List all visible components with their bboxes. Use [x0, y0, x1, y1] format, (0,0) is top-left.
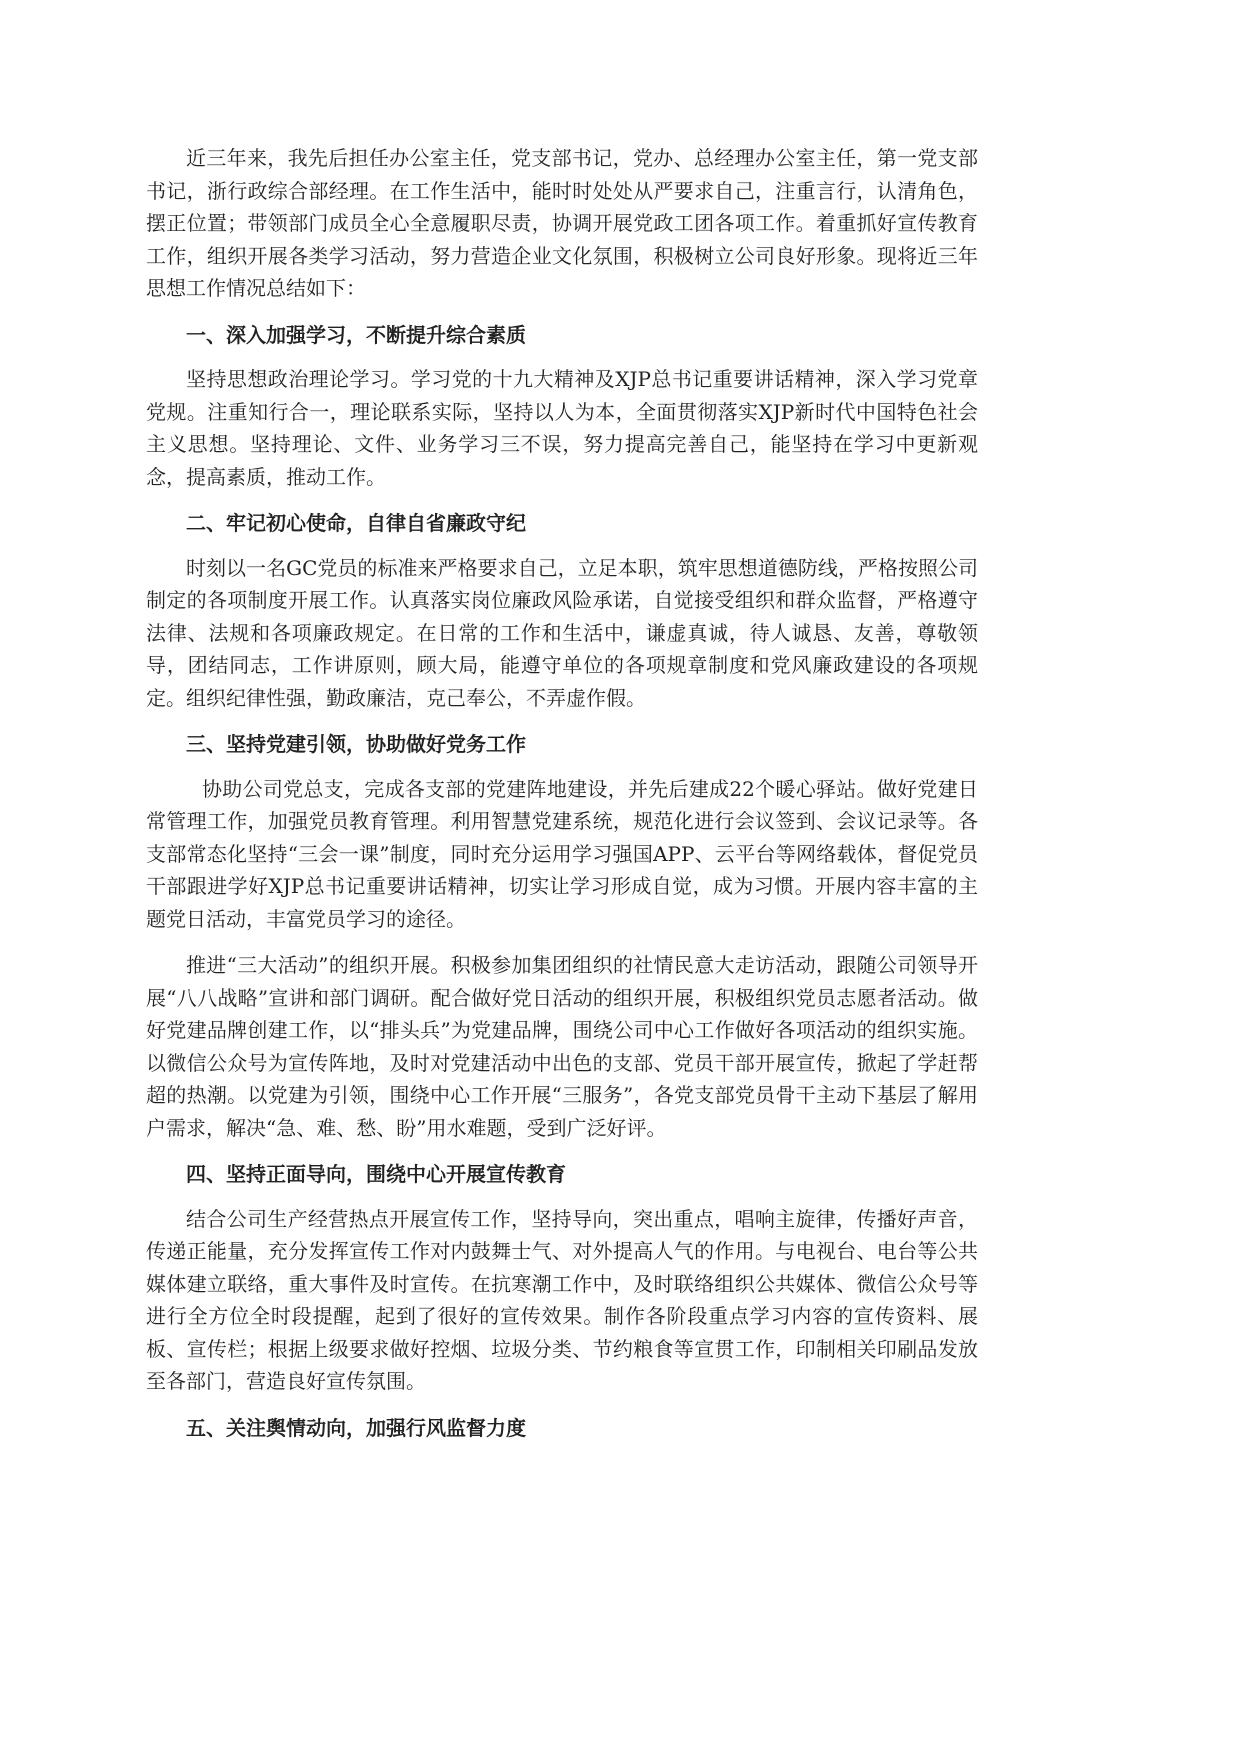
section-4-paragraph-1: 结合公司生产经营热点开展宣传工作，坚持导向，突出重点，唱响主旋律，传播好声音，传递正能量，充分发挥宣传工作对内鼓舞士气、对外提高人气的作用。与电视台、电台等公共媒体建立联络，重大事件及时宣传。在抗寒潮工作中，及时联络组织公共媒体、微信公众号等进行全方位全时段提醒，起到了很好的宣传效果。制作各阶段重点学习内容的宣传资料、展板、宣传栏；根据上级要求做好控烟、垃圾分类、节约粮食等宣贯工作，印制相关印刷品发放至各部门，营造良好宣传氛围。	[146, 1206, 978, 1393]
section-5-heading: 五、关注舆情动向，加强行风监督力度	[186, 1415, 526, 1440]
intro-paragraph: 近三年来，我先后担任办公室主任，党支部书记，党办、总经理办公室主任，第一党支部书记，浙行政综合部经理。在工作生活中，能时时处处从严要求自己，注重言行，认清角色，摆正位置；带领部门成员全心全意履职尽责，协调开展党政工团各项工作。着重抓好宣传教育工作，组织开展各类学习活动，努力营造企业文化氛围，积极树立公司良好形象。现将近三年思想工作情况总结如下：	[146, 146, 978, 300]
section-3-paragraph-1: 协助公司党总支，完成各支部的党建阵地建设，并先后建成22个暖心驿站。做好党建日常管理工作，加强党员教育管理。利用智慧党建系统，规范化进行会议签到、会议记录等。各支部常态化坚持“三会一课”制度，同时充分运用学习强国APP、云平台等网络载体，督促党员干部跟进学好XJP总书记重要讲话精神，切实让学习形成自觉，成为习惯。开展内容丰富的主题党日活动，丰富党员学习的途径。	[146, 776, 978, 931]
section-2-heading: 二、牢记初心使命，自律自省廉政守纪	[186, 511, 526, 535]
section-1-heading: 一、深入加强学习，不断提升综合素质	[186, 322, 526, 347]
document-page	[146, 142, 978, 1444]
section-1-paragraph-1: 坚持思想政治理论学习。学习党的十九大精神及XJP总书记重要讲话精神，深入学习党章党规。注重知行合一，理论联系实际，坚持以人为本，全面贯彻落实XJP新时代中国特色社会主义思想。坚持理论、文件、业务学习三不误，努力提高完善自己，能坚持在学习中更新观念，提高素质，推动工作。	[146, 367, 978, 489]
section-3-paragraph-2: 推进“三大活动”的组织开展。积极参加集团组织的社情民意大走访活动，跟随公司领导开展“八八战略”宣讲和部门调研。配合做好党日活动的组织开展，积极组织党员志愿者活动。做好党建品牌创建工作，以“排头兵”为党建品牌，围绕公司中心工作做好各项活动的组织实施。以微信公众号为宣传阵地，及时对党建活动中出色的支部、党员干部开展宣传，掀起了学赶帮超的热潮。以党建为引领，围绕中心工作开展“三服务”，各党支部党员骨干主动下基层了解用户需求，解决“急、难、愁、盼”用水难题，受到广泛好评。	[146, 953, 978, 1140]
section-4-heading: 四、坚持正面导向，围绕中心开展宣传教育	[186, 1162, 566, 1186]
section-2-paragraph-1: 时刻以一名GC党员的标准来严格要求自己，立足本职，筑牢思想道德防线，严格按照公司制定的各项制度开展工作。认真落实岗位廉政风险承诺，自觉接受组织和群众监督，严格遵守法律、法规和各项廉政规定。在日常的工作和生活中，谦虚真诚，待人诚恳、友善，尊敬领导，团结同志，工作讲原则，顾大局，能遵守单位的各项规章制度和党风廉政建设的各项规定。组织纪律性强，勤政廉洁，克己奉公，不弄虚作假。	[146, 555, 978, 710]
section-3-heading: 三、坚持党建引领，协助做好党务工作	[186, 732, 526, 756]
